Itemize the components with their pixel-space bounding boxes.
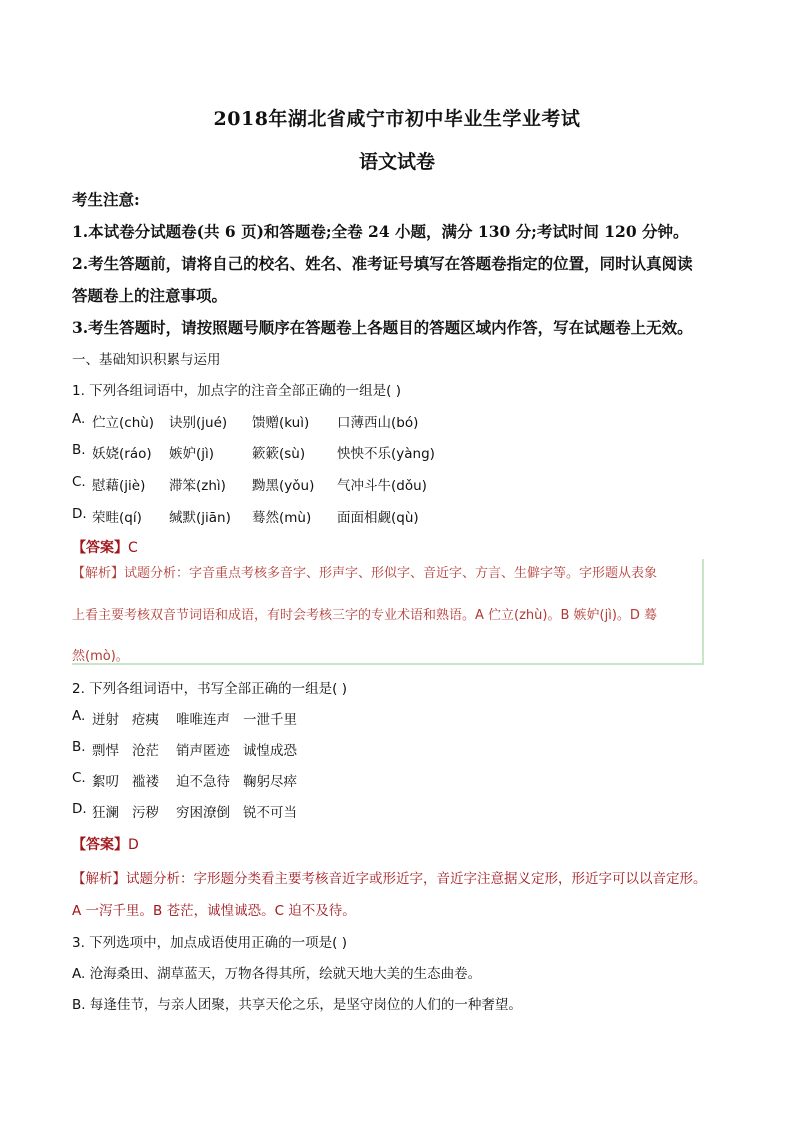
option-word: 鞠躬尽瘁: [243, 774, 297, 790]
option-word: 怏怏不乐(yàng): [337, 446, 435, 462]
option-word: 面面相觑(qù): [337, 510, 419, 526]
notice-item-1: 1.本试卷分试题卷(共 6 页)和答题卷;全卷 24 小题，满分 130 分;考试时间 120 分钟。: [72, 222, 689, 241]
option-word: 慰藉(jiè): [92, 478, 146, 494]
option-word: 迸射: [92, 712, 119, 728]
question-1-stem: 1. 下列各组词语中，加点字的注音全部正确的一组是( ): [72, 383, 401, 399]
option-word: 黝黑(yǒu): [252, 478, 315, 494]
option-word: 气冲斗牛(dǒu): [337, 478, 427, 494]
exam-subtitle: 语文试卷: [358, 151, 435, 173]
notice-item-3: 3.考生答题时，请按照题号顺序在答题卷上各题目的答题区域内作答，写在试题卷上无效。: [72, 318, 693, 337]
answer-label: 【答案】: [72, 540, 128, 556]
option-word: 狂澜: [92, 805, 119, 821]
question-2-stem: 2. 下列各组词语中，书写全部正确的一组是( ): [72, 681, 347, 697]
option-letter: B.: [72, 442, 86, 458]
answer-value: C: [128, 540, 138, 556]
answer-label: 【答案】: [72, 837, 128, 853]
q3-option-a: A. 沧海桑田、湖草蓝天，万物各得其所，绘就天地大美的生态曲卷。: [72, 966, 482, 982]
option-letter: D.: [72, 506, 87, 522]
option-word: 絮叨: [92, 774, 119, 790]
question-3-stem: 3. 下列选项中，加点成语使用正确的一项是( ): [72, 935, 347, 951]
q1-analysis-line-2: 上看主要考核双音节词语和成语，有时会考核三字的专业术语和熟语。A 伫立(zhù)。B 嫉妒(jì)。D 蓦: [72, 608, 658, 623]
option-letter: D.: [72, 801, 87, 817]
option-word: 污秽: [132, 805, 159, 821]
option-word: 滞笨(zhì): [169, 478, 226, 494]
q2-analysis-line-2: A 一泻千里。B 苍茫，诚惶诚恐。C 迫不及待。: [72, 903, 356, 919]
option-word: 唯唯连声: [176, 712, 230, 728]
option-word: 嫉妒(jì): [169, 446, 215, 462]
notice-item-2-cont: 答题卷上的注意事项。: [72, 286, 228, 305]
option-word: 一泄千里: [243, 712, 297, 728]
option-word: 簌簌(sù): [252, 446, 306, 462]
option-word: 馈赠(kuì): [252, 415, 310, 431]
q1-analysis-line-3: 然(mò)。: [72, 649, 129, 664]
option-word: 穷困潦倒: [176, 805, 230, 821]
option-letter: A.: [72, 708, 86, 724]
q3-option-b: B. 每逢佳节，与亲人团聚，共享天伦之乐，是坚守岗位的人们的一种奢望。: [72, 997, 522, 1013]
option-letter: C.: [72, 474, 86, 490]
option-word: 疮痍: [132, 712, 159, 728]
option-word: 褴褛: [132, 774, 159, 790]
option-word: 销声匿迹: [176, 743, 230, 759]
option-word: 伫立(chù): [92, 415, 155, 431]
option-word: 荣畦(qí): [92, 510, 142, 526]
notice-heading: 考生注意:: [72, 190, 140, 209]
q1-answer: [72, 537, 138, 557]
option-word: 诀别(jué): [169, 415, 228, 431]
option-word: 沧茫: [132, 743, 159, 759]
notice-item-2: 2.考生答题前，请将自己的校名、姓名、准考证号填写在答题卷指定的位置，同时认真阅读: [72, 254, 693, 273]
option-letter: A.: [72, 411, 86, 427]
option-word: 诚惶成恐: [243, 743, 297, 759]
q2-analysis-line-1: 【解析】试题分析：字形题分类看主要考核音近字或形近字，音近字注意据义定形，形近字可以以音定形。: [72, 871, 707, 887]
option-word: 妖娆(ráo): [92, 446, 152, 462]
answer-value: D: [128, 837, 139, 853]
option-word: 蓦然(mù): [252, 510, 312, 526]
option-word: 缄默(jiān): [169, 510, 231, 526]
exam-title: 2018年湖北省咸宁市初中毕业生学业考试: [213, 108, 581, 130]
q2-answer: [72, 834, 139, 854]
section-heading: 一、基础知识积累与运用: [72, 352, 221, 368]
option-word: 剽悍: [92, 743, 119, 759]
option-letter: B.: [72, 739, 86, 755]
q1-analysis-line-1: 【解析】试题分析：字音重点考核多音字、形声字、形似字、音近字、方言、生僻字等。字形题从表象: [72, 566, 658, 581]
option-word: 锐不可当: [243, 805, 297, 821]
option-word: 迫不急待: [176, 774, 230, 790]
option-word: 口薄西山(bó): [337, 415, 419, 431]
option-letter: C.: [72, 770, 86, 786]
